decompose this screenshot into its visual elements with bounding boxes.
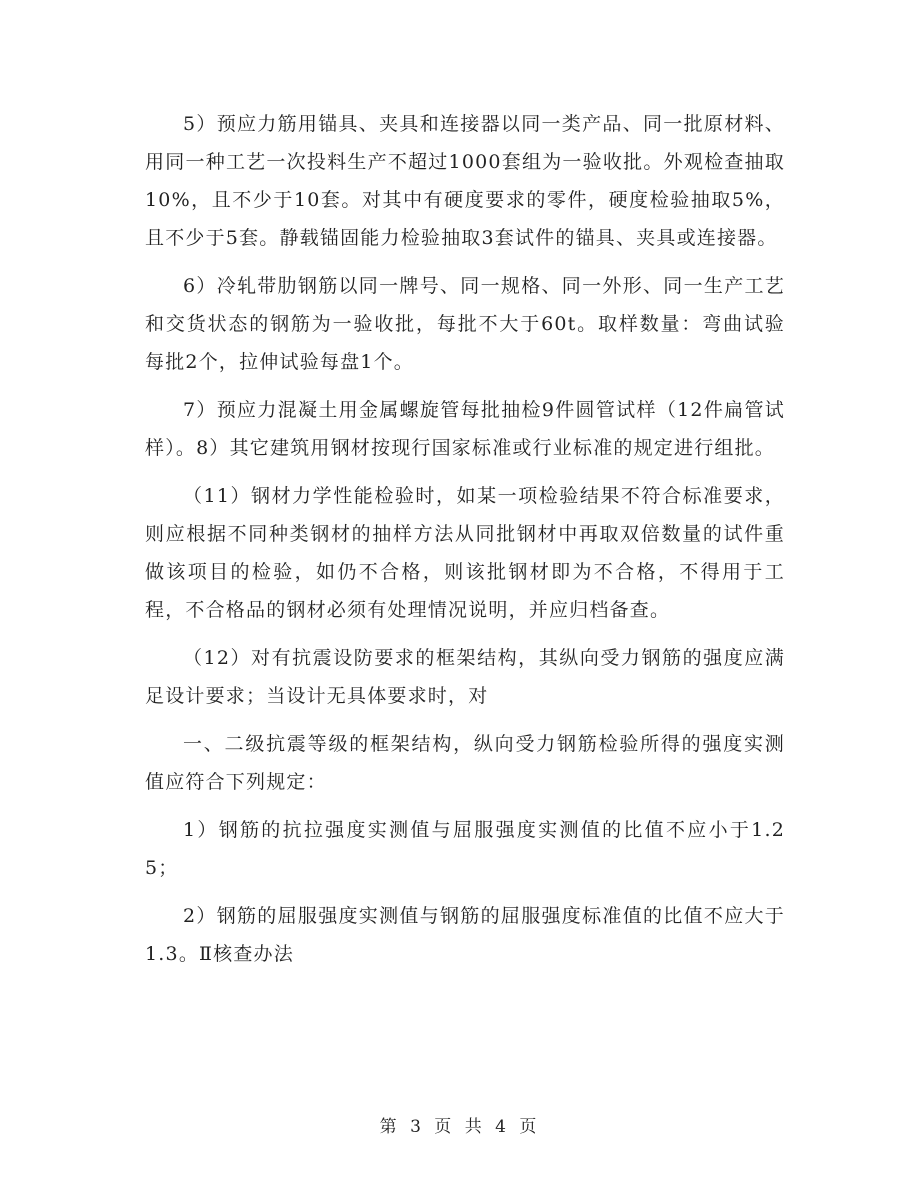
document-body: [145, 105, 785, 983]
paragraph-yield-ratio: 2）钢筋的屈服强度实测值与钢筋的屈服强度标准值的比值不应大于1.3。Ⅱ核查办法: [145, 905, 785, 965]
paragraph-seismic-requirement: （12）对有抗震设防要求的框架结构，其纵向受力钢筋的强度应满足设计要求；当设计无具体要求时，对: [145, 647, 785, 707]
paragraph-anchorage-inspection: 5）预应力筋用锚具、夹具和连接器以同一类产品、同一批原材料、用同一种工艺一次投料生产不超过1000套组为一验收批。外观检查抽取10%，且不少于10套。对其中有硬度要求的零件，硬度检验抽取5%，且不少于5套。静载锚固能力检验抽取3套试件的锚具、夹具或连接器。: [145, 113, 785, 249]
paragraph-seismic-grade: 一、二级抗震等级的框架结构，纵向受力钢筋检验所得的强度实测值应符合下列规定：: [145, 733, 785, 793]
paragraph-cold-rolled-rebar: 6）冷轧带肋钢筋以同一牌号、同一规格、同一外形、同一生产工艺和交货状态的钢筋为一验收批，每批不大于60t。取样数量：弯曲试验每批2个，拉伸试验每盘1个。: [145, 275, 785, 373]
paragraph-retest-rule: （11）钢材力学性能检验时，如某一项检验结果不符合标准要求，则应根据不同种类钢材的抽样方法从同批钢材中再取双倍数量的试件重做该项目的检验，如仍不合格，则该批钢材即为不合格，不得用于工程，不合格品的钢材必须有处理情况说明，并应归档备查。: [145, 485, 785, 621]
paragraph-spiral-duct: 7）预应力混凝土用金属螺旋管每批抽检9件圆管试样（12件扁管试样）。8）其它建筑用钢材按现行国家标准或行业标准的规定进行组批。: [145, 399, 785, 459]
page-number-footer: 第 3 页 共 4 页: [379, 1117, 541, 1137]
paragraph-tensile-ratio: 1）钢筋的抗拉强度实测值与屈服强度实测值的比值不应小于1.25；: [145, 819, 785, 879]
